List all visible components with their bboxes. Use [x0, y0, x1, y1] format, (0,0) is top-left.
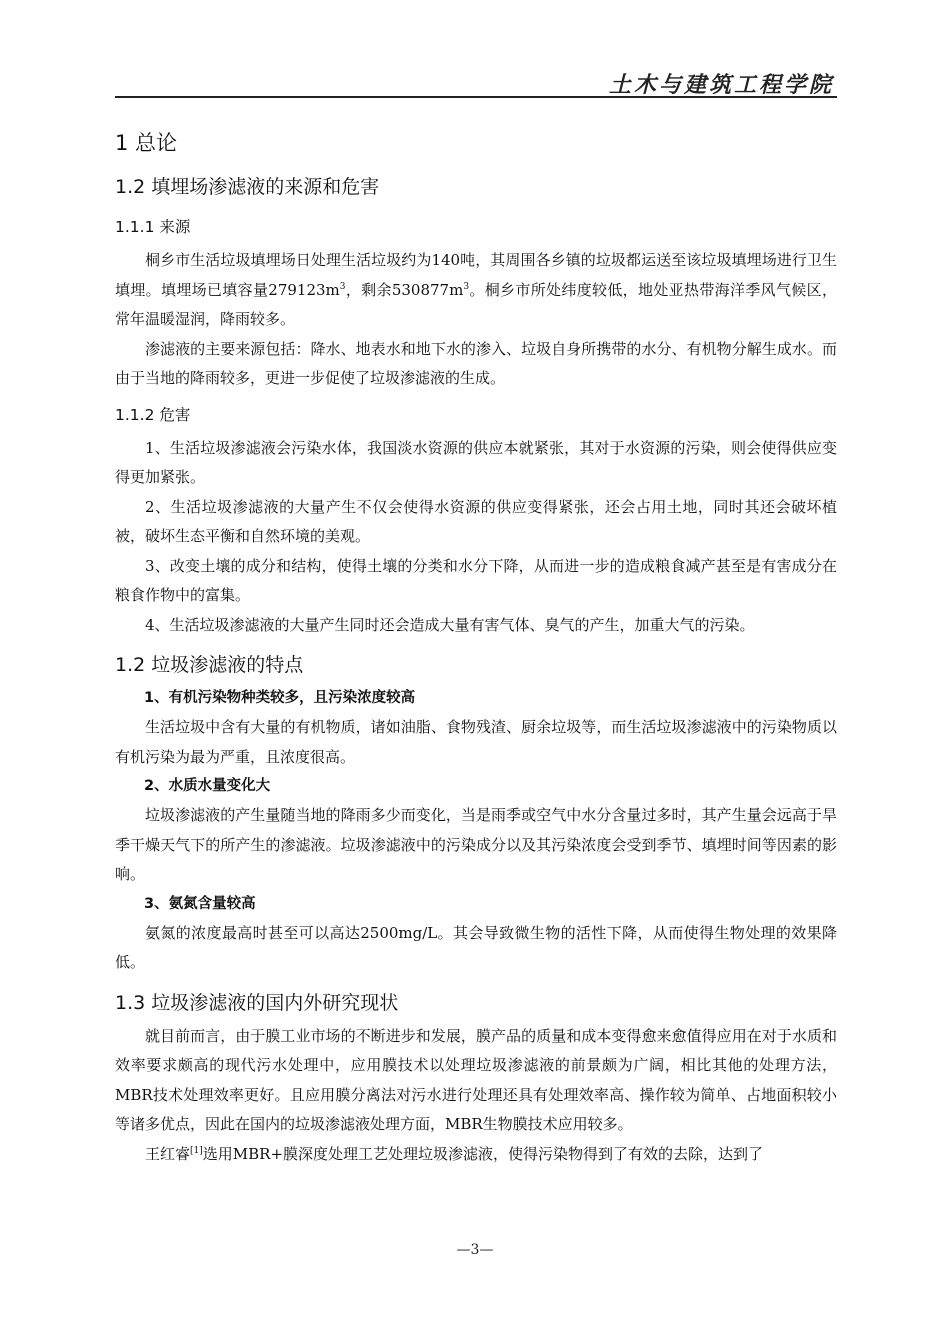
list-item: 2、生活垃圾渗滤液的大量产生不仅会使得水资源的供应变得紧张，还会占用土地，同时其还会破坏植被，破坏生态平衡和自然环境的美观。: [115, 497, 837, 545]
citation-superscript: [1]: [190, 1145, 203, 1156]
header-brand: 土木与建筑工程学院: [608, 72, 834, 98]
page-number: —3—: [456, 1242, 494, 1258]
text-run: 。桐乡市所处纬度较低，地处亚热带海洋季风气候区，常年温暖湿润，降雨较多。: [115, 280, 837, 328]
section-title-1: 1 总论: [115, 131, 178, 155]
section-title-1-3: 1.3 垃圾渗滤液的国内外研究现状: [115, 991, 399, 1014]
document-body: [115, 124, 837, 1169]
paragraph: 生活垃圾中含有大量的有机物质，诸如油脂、食物残渣、厨余垃圾等，而生活垃圾渗滤液中的污染物质以有机污染为最为严重，且浓度很高。: [115, 718, 837, 766]
header-rule: [115, 96, 837, 98]
paragraph: 就目前而言，由于膜工业市场的不断进步和发展，膜产品的质量和成本变得愈来愈值得应用在对于水质和效率要求颇高的现代污水处理中，应用膜技术以处理垃圾渗滤液的前景颇为广阔，相比其他的处理方法，MBR技术处理效率更好。且应用膜分离法对污水进行处理还具有处理效率高、操作较为简单、占地面积较小等诸多优点，因此在国内的垃圾渗滤液处理方面，MBR生物膜技术应用较多。: [115, 1026, 837, 1133]
paragraph: [115, 1140, 837, 1170]
list-item: 4、生活垃圾渗滤液的大量产生同时还会造成大量有害气体、臭气的产生，加重大气的污染。: [145, 615, 755, 634]
paragraph: [115, 246, 837, 335]
section-title-1-2a: 1.2 填埋场渗滤液的来源和危害: [115, 176, 380, 198]
subsection-title-1-1-1: 1.1.1 来源: [115, 218, 191, 236]
paragraph: 渗滤液的主要来源包括：降水、地表水和地下水的渗入、垃圾自身所携带的水分、有机物分解生成水。而由于当地的降雨较多，更进一步促使了垃圾渗滤液的生成。: [115, 339, 837, 387]
bold-subheading: 2、水质水量变化大: [144, 778, 271, 794]
superscript: 3: [463, 281, 470, 292]
section-title-1-2b: 1.2 垃圾渗滤液的特点: [115, 654, 304, 676]
subsection-title-1-1-2: 1.1.2 危害: [115, 405, 191, 424]
paragraph: 垃圾渗滤液的产生量随当地的降雨多少而变化，当是雨季或空气中水分含量过多时，其产生量会远高于旱季干燥天气下的所产生的渗滤液。垃圾渗滤液中的污染成分以及其污染浓度会受到季节、填埋时间等因素的影响。: [115, 806, 837, 883]
bold-subheading: 1、有机污染物种类较多，且污染浓度较高: [144, 690, 416, 706]
superscript: 3: [339, 281, 346, 292]
text-run: ，剩余530877m: [345, 280, 464, 299]
list-item: 3、改变土壤的成分和结构，使得土壤的分类和水分下降，从而进一步的造成粮食减产甚至是有害成分在粮食作物中的富集。: [115, 556, 837, 604]
text-run: 王红睿: [145, 1144, 191, 1163]
text-run: 桐乡市生活垃圾填埋场日处理生活垃圾约为140吨，其周围各乡镇的垃圾都运送至该垃圾填埋场进行卫生填埋。填埋场已填容量279123m: [115, 251, 837, 299]
list-item: 1、生活垃圾渗滤液会污染水体，我国淡水资源的供应本就紧张，其对于水资源的污染，则会使得供应变得更加紧张。: [115, 438, 837, 486]
paragraph: 氨氮的浓度最高时甚至可以高达2500mg/L。其会导致微生物的活性下降，从而使得生物处理的效果降低。: [115, 923, 837, 971]
bold-subheading: 3、氨氮含量较高: [144, 895, 256, 912]
text-run: 选用MBR+膜深度处理工艺处理垃圾渗滤液，使得污染物得到了有效的去除，达到了: [202, 1144, 764, 1163]
